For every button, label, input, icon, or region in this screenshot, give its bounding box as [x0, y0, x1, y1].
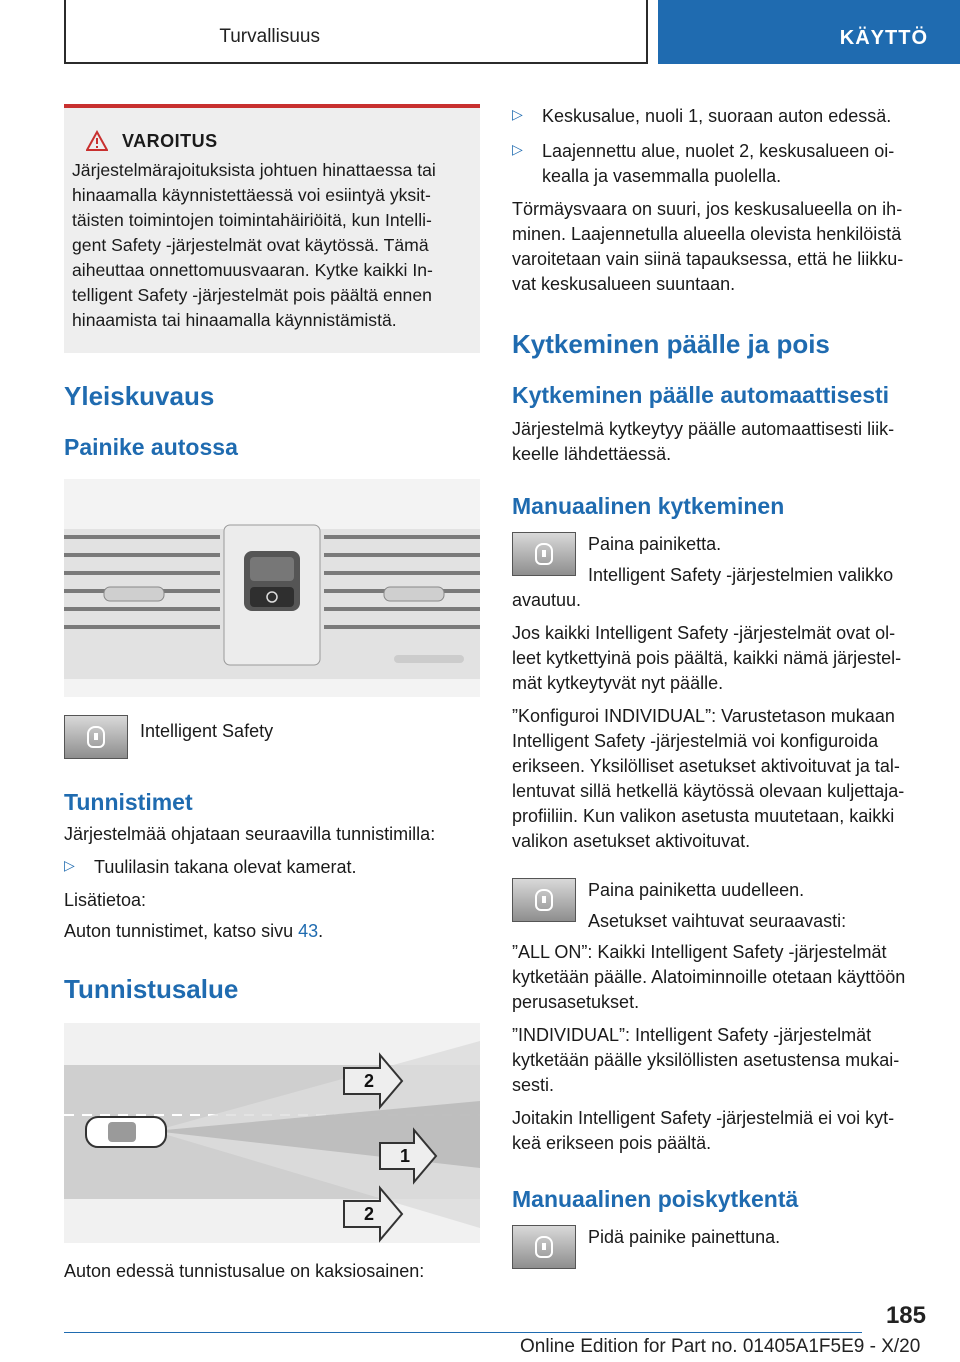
heading-sensors: Tunnistimet — [64, 789, 193, 815]
text-line: perusasetukset. — [512, 992, 640, 1012]
heading-manual-on: Manuaalinen kytkeminen — [512, 493, 785, 519]
intelligent-safety-button-icon — [64, 715, 128, 759]
warning-line: täisten toimintojen toimintahäiriöitä, kun Intelli- — [72, 210, 432, 230]
warning-title: VAROITUS — [122, 130, 218, 151]
zone-label-right: 2 — [364, 1204, 375, 1224]
dashboard-vent-illustration — [64, 479, 480, 697]
heading-switch-on-off: Kytkeminen päälle ja pois — [512, 329, 830, 359]
zone-label-center: 1 — [400, 1146, 411, 1166]
heading-auto-on: Kytkeminen päälle automaattisesti — [512, 382, 890, 408]
detection-area-diagram — [64, 1023, 480, 1243]
intelligent-safety-button-icon — [512, 1225, 576, 1269]
edition-footer: Online Edition for Part no. 01405A1F5E9 - X/20 — [520, 1336, 921, 1357]
area-bullet-extended — [512, 139, 928, 189]
bullet-triangle-icon: ▷ — [64, 857, 75, 873]
heading-overview: Yleiskuvaus — [64, 381, 215, 411]
footer-divider — [64, 1332, 862, 1333]
bullet-triangle-icon: ▷ — [512, 141, 523, 157]
detection-zones-illustration — [64, 1023, 480, 1243]
warning-header — [86, 130, 470, 152]
right-column — [512, 104, 928, 1269]
press-button-row — [512, 532, 928, 588]
some-systems-paragraph — [512, 1106, 928, 1156]
text-line: Järjestelmä kytkeytyy päälle automaattisesti liik- — [512, 419, 895, 439]
bullet-text: Tuulilasin takana olevat kamerat. — [94, 857, 357, 877]
text-line: sesti. — [512, 1075, 555, 1095]
settings-change-text: Asetukset vaihtuvat seuraavasti: — [588, 911, 847, 931]
warning-line: hinaamalla käynnistettäessä voi esiintyä yksit- — [72, 185, 431, 205]
text-line: Intelligent Safety -järjestelmiä voi konfiguroida — [512, 731, 879, 751]
all-off-paragraph — [512, 621, 928, 696]
text-line: minen. Laajennetulla alueella olevista henkilöistä — [512, 224, 902, 244]
bullet-text: kealla ja vasemmalla puolella. — [542, 166, 782, 186]
text-line: keä erikseen pois päältä. — [512, 1133, 712, 1153]
warning-line: hinaamista tai hinaamalla käynnistämistä. — [72, 310, 397, 330]
press-again-row — [512, 878, 928, 934]
warning-triangle-icon — [86, 130, 108, 152]
menu-opens-text-cont: avautuu. — [512, 590, 582, 610]
zone-label-left: 2 — [364, 1071, 375, 1091]
warning-line: aiheuttaa onnettomuusvaaran. Kytke kaikki In- — [72, 260, 433, 280]
text-line: lentuvat sillä hetkellä käytössä olevaan kuljettaja- — [512, 781, 905, 801]
button-caption: Intelligent Safety — [140, 721, 274, 741]
text-line: ”Konfiguroi INDIVIDUAL”: Varustetason mukaan — [512, 706, 895, 726]
area-bullet-center — [512, 104, 928, 129]
sensors-bullet — [64, 855, 480, 880]
text-line: keelle lähdettäessä. — [512, 444, 672, 464]
menu-opens-text: Intelligent Safety -järjestelmien valikko — [588, 565, 894, 585]
bullet-text: Laajennettu alue, nuolet 2, keskusalueen oi- — [542, 141, 895, 161]
warning-line: Järjestelmärajoituksista johtuen hinattaessa tai — [72, 160, 436, 180]
auto-paragraph — [512, 417, 928, 467]
intelligent-safety-button-icon — [512, 878, 576, 922]
header-frame — [64, 0, 648, 64]
text-line: Törmäysvaara on suuri, jos keskusalueella on ih- — [512, 199, 903, 219]
collision-paragraph — [512, 197, 928, 297]
text-line: Joitakin Intelligent Safety -järjestelmiä ei voi kyt- — [512, 1108, 895, 1128]
warning-line: gent Safety -järjestelmät ovat käytössä. Tämä — [72, 235, 429, 255]
heading-button-in-car: Painike autossa — [64, 434, 238, 460]
text-line: mät kytkeytyvät nyt päälle. — [512, 673, 724, 693]
more-info-label: Lisätietoa: — [64, 890, 147, 910]
warning-line: telligent Safety -järjestelmät pois päältä ennen — [72, 285, 432, 305]
text-line: kytketään päälle yksilöllisten asetustensa mukai- — [512, 1050, 900, 1070]
button-caption-row — [64, 715, 480, 759]
page-number: 185 — [885, 1302, 926, 1329]
text-line: varoitetaan vain siinä tapauksessa, että he liikku- — [512, 249, 904, 269]
sensors-reference — [64, 919, 480, 944]
heading-detection-area: Tunnistusalue — [64, 974, 239, 1004]
text-line: Jos kaikki Intelligent Safety -järjestelmät ovat ol- — [512, 623, 896, 643]
text-line: ”ALL ON”: Kaikki Intelligent Safety -järjestelmät — [512, 942, 887, 962]
text-line: vat keskusalueen suuntaan. — [512, 274, 736, 294]
configure-paragraph — [512, 704, 928, 854]
chapter-title: KÄYTTÖ — [839, 27, 928, 49]
heading-manual-off: Manuaalinen poiskytkentä — [512, 1186, 799, 1212]
intelligent-safety-button-icon — [512, 532, 576, 576]
page-link[interactable]: 43 — [298, 921, 319, 941]
bullet-text: Keskusalue, nuoli 1, suoraan auton edessä. — [542, 106, 892, 126]
warning-box — [64, 104, 480, 353]
text-line: ”INDIVIDUAL”: Intelligent Safety -järjestelmät — [512, 1025, 872, 1045]
chapter-tab — [658, 0, 960, 64]
text-line: erikseen. Yksilölliset asetukset aktivoituvat ja tal- — [512, 756, 900, 776]
press-again-instruction: Paina painiketta uudelleen. — [588, 880, 805, 900]
reference-end: . — [318, 921, 324, 941]
reference-text: Auton tunnistimet, katso sivu — [64, 921, 299, 941]
area-caption: Auton edessä tunnistusalue on kaksiosainen: — [64, 1261, 425, 1281]
text-line: leet kytkettyinä pois päältä, kaikki nämä järjestel- — [512, 648, 902, 668]
individual-paragraph — [512, 1023, 928, 1098]
bullet-triangle-icon: ▷ — [512, 106, 523, 122]
press-instruction: Paina painiketta. — [588, 534, 722, 554]
hold-instruction: Pidä painike painettuna. — [588, 1227, 781, 1247]
left-column — [64, 104, 480, 1284]
text-line: kytketään päälle. Alatoiminnoille otetaan käyttöön — [512, 967, 906, 987]
hold-button-row — [512, 1225, 928, 1269]
sensors-text: Järjestelmää ohjataan seuraavilla tunnistimilla: — [64, 824, 436, 844]
text-line: profiiliin. Kun valikon asetusta muutetaan, kaikki — [512, 806, 895, 826]
all-on-paragraph — [512, 940, 928, 1015]
dashboard-button-photo — [64, 479, 480, 697]
text-line: valikon asetukset aktivoituvat. — [512, 831, 751, 851]
section-title: Turvallisuus — [219, 26, 320, 47]
